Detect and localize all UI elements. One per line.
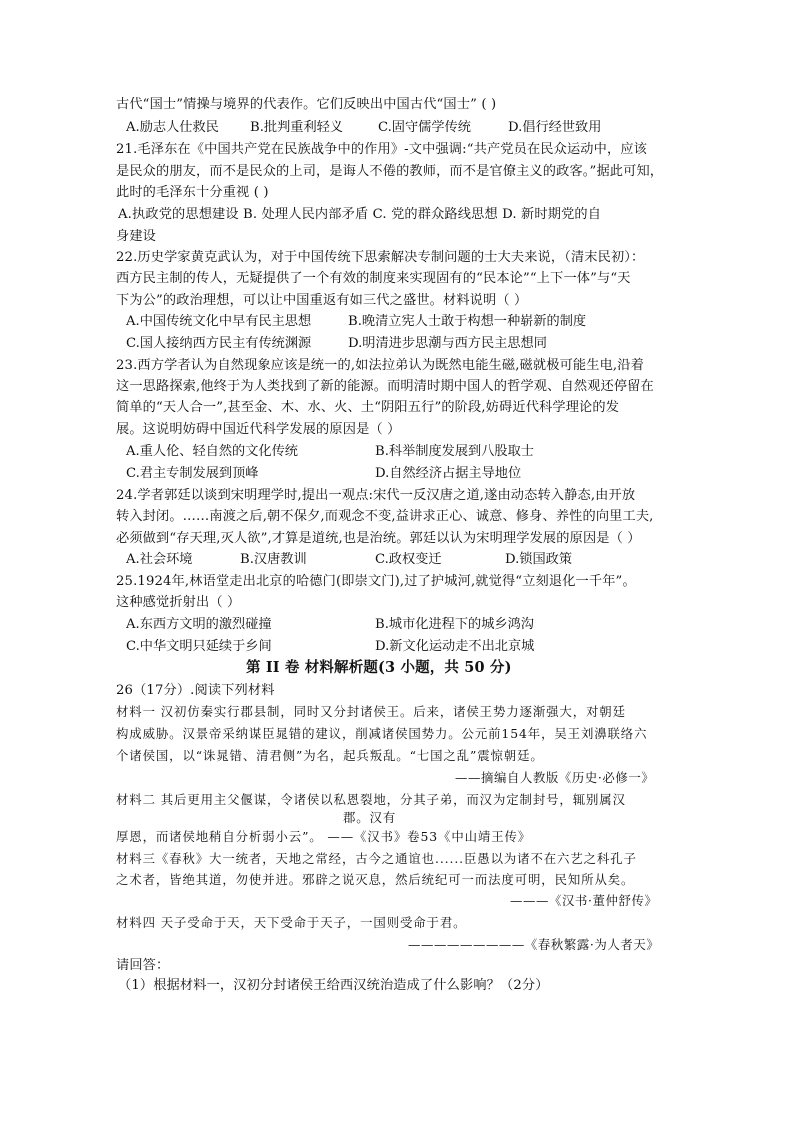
q25-line1: 25.1924年,林语堂走出北京的哈德门(即崇文门),过了护城河,就觉得“立刻退化一千年”。 [116,574,636,589]
q22-line3: 下为公”的政治理想，可以让中国重返有如三代之盛世。材料说明（ ） [116,293,528,308]
q24-line1: 24.学者郭廷以谈到宋明理学时,提出一观点:宋代一反汉唐之道,遂由动态转入静态,由开放 [116,488,636,503]
q23-line3: 简单的“天人合一”,甚至金、木、水、火、土“阴阳五行”的阶段,妨碍近代科学理论的发 [116,400,620,415]
material2-line1: 材料二 其后更用主父偃谋，令诸侯以私恩裂地，分其子弟，而汉为定制封号，辄别属汉 [116,792,626,807]
q22-option-a: A.中国传统文化中早有民主思想 [126,314,312,329]
q25-option-b: B.城市化进程下的城乡鸿沟 [375,617,534,632]
q23-option-c: C.君主专制发展到顶峰 [126,466,259,481]
section-heading: 第 II 卷 材料解析题(3 小题，共 50 分) [246,659,512,676]
q23-option-d: D.自然经济占据主导地位 [375,466,522,481]
material4-source: —————————《春秋繁露·为人者天》 [408,937,660,952]
material1-line2: 构成威胁。汉景帝采纳谋臣晁错的建议，削减诸侯国势力。公元前154年，吴王刘濞联络六 [116,726,648,741]
q25-line2: 这种感觉折射出（ ） [116,595,241,610]
q24-option-d: D.锁国政策 [505,552,573,567]
material3-line2: 之术者，皆绝其道，勿使并进。邪辟之说灭息，然后统纪可一而法度可明，民知所从矣。 [116,872,635,887]
q21-options: A.执政党的思想建设 B. 处理人民内部矛盾 C. 党的群众路线思想 D. 新时期党的自 [118,207,602,222]
material4-line1: 材料四 天子受命于天，天下受命于天子，一国则受命于君。 [116,915,467,930]
q21-line3: 此时的毛泽东十分重视 ( ) [116,185,269,200]
material1-source: ——摘编自人教版《历史·必修一》 [455,770,655,785]
q26-intro: 26（17分）.阅读下列材料 [116,683,275,698]
q24-option-c: C.政权变迁 [375,552,442,567]
q22-option-c: C.国人接纳西方民主有传统渊源 [126,336,312,351]
q25-option-c: C.中华文明只延续于乡间 [126,639,272,654]
q20-line1: 古代“国士”情操与境界的代表作。它们反映出中国古代“国士” ( ) [116,97,497,112]
answer-prompt: 请回答： [116,958,170,973]
material1-line3: 个诸侯国，以“诛晁错、清君侧”为名，起兵叛乱。“七国之乱”震惊朝廷。 [116,748,544,763]
q22-option-d: D.明清进步思潮与西方民主思想同 [348,336,547,351]
q21-line1: 21.毛泽东在《中国共产党在民族战争中的作用》-文中强调:“共产党员在民众运动中，应该 [116,142,647,157]
sub-question-1: （1）根据材料一，汉初分封诸侯王给西汉统治造成了什么影响？（2分） [118,978,549,993]
q21-line2: 是民众的朋友，而不是民众的上司，是诲人不倦的教师，而不是官僚主义的政客。”据此可知， [116,164,664,179]
q21-options-cont: 身建设 [116,229,157,244]
q24-option-b: B.汉唐教训 [240,552,307,567]
q22-line1: 22.历史学家黄克武认为，对于中国传统下思索解决专制问题的士大夫来说，（清末民初）： [116,250,645,265]
q20-option-b: B.批判重利轻义 [250,120,344,135]
q24-option-a: A.社会环境 [126,552,193,567]
material2-line3: 厚恩，而诸侯地稍自分析弱小云”。 ——《汉书》卷53《中山靖王传》 [116,829,532,844]
q20-option-c: C.固守儒学传统 [378,120,471,135]
material3-line1: 材料三《春秋》大一统者，天地之常经，古今之通谊也......臣愚以为诸不在六艺之科孔子 [116,851,637,866]
material3-source: ———《汉书·董仲舒传》 [510,893,658,908]
q23-line2: 这一思路探索,他终于为人类找到了新的能源。而明清时期中国人的哲学观、自然观还停留在 [116,379,654,394]
q23-option-a: A.重人伦、轻自然的文化传统 [126,444,298,459]
q24-line3: 必须做到“存天理,灭人欲”,才算是道统,也是治统。郭廷以认为宋明理学发展的原因是（ ） [116,531,641,546]
material2-line2: 郡。汉有 [343,810,397,825]
q24-line2: 转入封闭。……南渡之后,朝不保夕,而观念不变,益讲求正心、诚意、修身、养性的向里工夫, [116,509,654,524]
q22-option-b: B.晚清立宪人士敢于构想一种崭新的制度 [348,314,587,329]
q25-option-a: A.东西方文明的激烈碰撞 [126,617,272,632]
q25-option-d: D.新文化运动走不出北京城 [375,639,535,654]
q20-option-a: A.励志人仕救民 [126,120,219,135]
q23-line1: 23.西方学者认为自然现象应该是统一的,如法拉弟认为既然电能生磁,磁就极可能生电,沿着 [116,358,644,373]
material1-line1: 材料一 汉初仿秦实行郡县制，同时又分封诸侯王。后来，诸侯王势力逐渐强大，对朝廷 [116,704,626,719]
q22-line2: 西方民主制的传人，无疑提供了一个有效的制度来实现固有的“民本论”“上下一体”与“天 [116,271,631,286]
q23-line4: 展。这说明妨碍中国近代科学发展的原因是（ ） [116,422,401,437]
q20-option-d: D.倡行经世致用 [508,120,602,135]
q23-option-b: B.科举制度发展到八股取士 [375,444,534,459]
